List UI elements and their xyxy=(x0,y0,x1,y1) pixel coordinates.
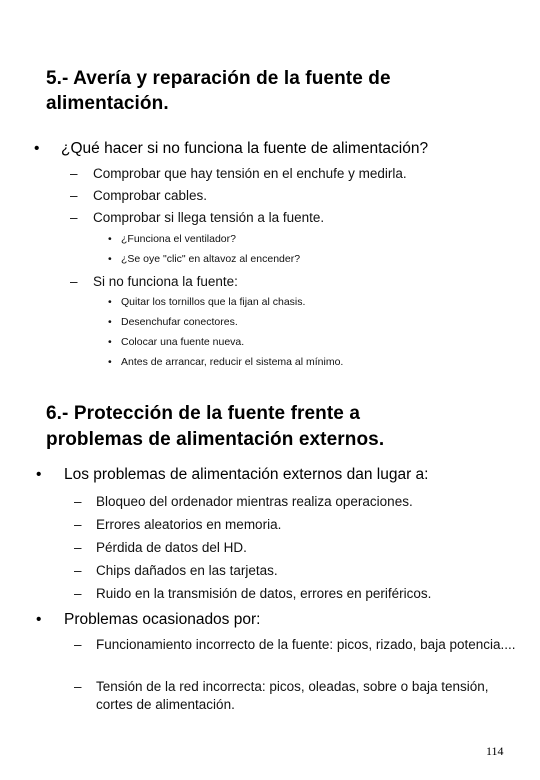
section6-bullet-1: Los problemas de alimentación externos dan lugar a: xyxy=(64,466,429,483)
section5-fail-item: Si no funciona la fuente: xyxy=(93,274,238,289)
section6-problem-3: Pérdida de datos del HD. xyxy=(96,540,247,555)
dash-marker: – xyxy=(74,679,82,694)
dash-marker: – xyxy=(70,166,78,181)
section6-problem-4: Chips dañados en las tarjetas. xyxy=(96,563,278,578)
section5-title-line1: 5.- Avería y reparación de la fuente de xyxy=(46,68,391,89)
dash-marker: – xyxy=(70,188,78,203)
section5-item-3: Comprobar si llega tensión a la fuente. xyxy=(93,210,325,225)
bullet-marker: • xyxy=(108,356,112,368)
section5-check-2: ¿Se oye "clic" en altavoz al encender? xyxy=(121,253,301,265)
dash-marker: – xyxy=(70,274,78,289)
section5-item-2: Comprobar cables. xyxy=(93,188,208,203)
section6-problem-2: Errores aleatorios en memoria. xyxy=(96,517,282,532)
dash-marker: – xyxy=(74,563,82,578)
dash-marker: – xyxy=(74,540,82,555)
section6-title-line1: 6.- Protección de la fuente frente a xyxy=(46,403,361,424)
section6-bullet-2: Problemas ocasionados por: xyxy=(64,611,261,628)
section6-problem-5: Ruido en la transmisión de datos, errores en periféricos. xyxy=(96,586,432,601)
bullet-marker: • xyxy=(108,233,112,245)
section5-fail-step-2: Desenchufar conectores. xyxy=(121,316,238,328)
dash-marker: – xyxy=(70,210,78,225)
bullet-marker: • xyxy=(36,611,42,628)
dash-marker: – xyxy=(74,637,82,652)
section6-title-line2: problemas de alimentación externos. xyxy=(46,429,385,450)
dash-marker: – xyxy=(74,494,82,509)
bullet-marker: • xyxy=(108,316,112,328)
section5-title-line2: alimentación. xyxy=(46,93,169,114)
section6-problem-1: Bloqueo del ordenador mientras realiza operaciones. xyxy=(96,494,413,509)
section5-bullet: ¿Qué hacer si no funciona la fuente de alimentación? xyxy=(61,140,429,157)
section5-fail-step-1: Quitar los tornillos que la fijan al chasis. xyxy=(121,296,306,308)
bullet-marker: • xyxy=(34,140,40,157)
dash-marker: – xyxy=(74,586,82,601)
section5-fail-step-4: Antes de arrancar, reducir el sistema al mínimo. xyxy=(121,356,344,368)
section5-fail-step-3: Colocar una fuente nueva. xyxy=(121,336,245,348)
section6-cause-2: Tensión de la red incorrecta: picos, oleadas, sobre o baja tensión, cortes de alimentación. xyxy=(96,679,489,712)
bullet-marker: • xyxy=(108,336,112,348)
bullet-marker: • xyxy=(108,253,112,265)
dash-marker: – xyxy=(74,517,82,532)
bullet-marker: • xyxy=(108,296,112,308)
bullet-marker: • xyxy=(36,466,42,483)
page-number: 114 xyxy=(486,744,504,758)
section5-check-1: ¿Funciona el ventilador? xyxy=(121,233,236,245)
section6-cause-1: Funcionamiento incorrecto de la fuente: picos, rizado, baja potencia.... xyxy=(96,637,516,652)
section5-item-1: Comprobar que hay tensión en el enchufe y medirla. xyxy=(93,166,407,181)
